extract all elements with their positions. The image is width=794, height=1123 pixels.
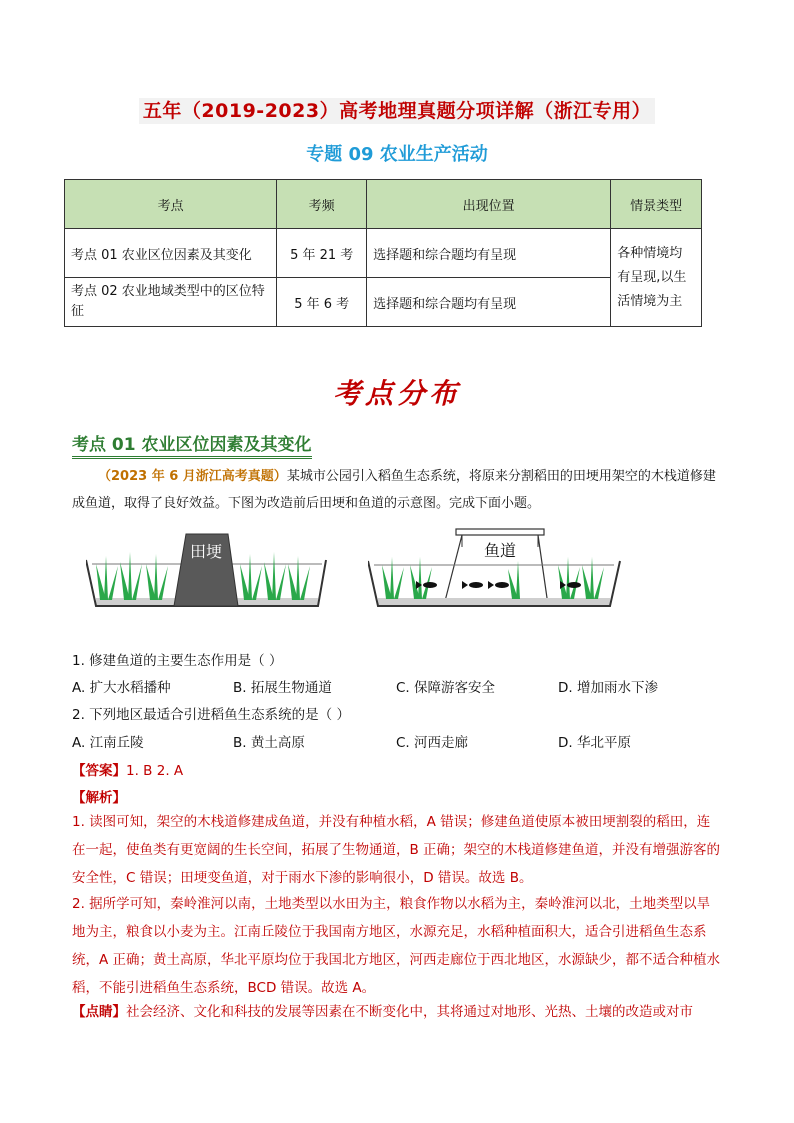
header-cell: 情景类型 <box>611 180 702 229</box>
table-cell: 5 年 6 考 <box>277 278 367 327</box>
sub-title: 专题 09 农业生产活动 <box>306 144 488 165</box>
q2-option-b[interactable]: B. 黄土高原 <box>233 735 305 751</box>
analysis-paragraph-1: 1. 读图可知，架空的木栈道修建成鱼道，并没有种植水稻，A 错误；修建鱼道使原本被田埂割裂的稻田，连在一起，使鱼类有更宽阔的生长空间，拓展了生物通道，B 正确；架空的木栈道修建鱼道，并没有增强游客的安全性，C 错误；田埂变鱼道，对于雨水下渗的影响很小，D 错误。故选 B。 <box>72 814 721 886</box>
analysis-paragraph-2: 2. 据所学可知，秦岭淮河以南，土地类型以水田为主，粮食作物以水稻为主，秦岭淮河以北，土地类型以旱地为主，粮食以小麦为主。江南丘陵位于我国南方地区，水源充足，水稻种植面积大，适合引进稻鱼生态系统，A 正确；黄土高原，华北平原均位于我国北方地区，河西走廊位于西北地区，水源缺少，都不适合种植水稻，不能引进稻鱼生态系统，BCD 错误。故选 A。 <box>72 896 721 996</box>
dianjing-line <box>72 998 722 1026</box>
diagram-label-yudao: 鱼道 <box>483 541 517 560</box>
main-title: 五年（2019-2023）高考地理真题分项详解（浙江专用） <box>0 96 794 123</box>
table-row <box>65 278 702 327</box>
header-cell: 考频 <box>277 180 367 229</box>
q1-option-d[interactable]: D. 增加雨水下渗 <box>558 680 658 696</box>
header-cell: 考点 <box>65 180 277 229</box>
question-source: （2023 年 6 月浙江高考真题） <box>98 469 287 484</box>
summary-table <box>64 179 702 327</box>
question-intro <box>72 463 722 517</box>
q1-option-c[interactable]: C. 保障游客安全 <box>396 680 496 696</box>
table-cell: 考点 01 农业区位因素及其变化 <box>65 229 277 278</box>
question-2-stem: 2. 下列地区最适合引进稻鱼生态系统的是（ ） <box>72 707 350 723</box>
question-text: 某城市公园引入稻鱼生态系统，将原来分割稻田的田埂用架空的木栈道修建成鱼道，取得了良好效益。下图为改造前后田埂和鱼道的示意图。完成下面小题。 <box>72 469 716 511</box>
q2-option-c[interactable]: C. 河西走廊 <box>396 735 469 751</box>
answer-tag: 【答案】 <box>72 763 126 779</box>
table-cell: 考点 02 农业地域类型中的区位特征 <box>65 278 277 327</box>
table-cell: 选择题和综合题均有呈现 <box>367 229 611 278</box>
analysis-tag: 【解析】 <box>72 790 126 806</box>
header-cell: 出现位置 <box>367 180 611 229</box>
table-cell: 选择题和综合题均有呈现 <box>367 278 611 327</box>
q2-option-d[interactable]: D. 华北平原 <box>558 735 631 751</box>
dianjing-tag: 【点睛】 <box>72 1004 126 1020</box>
diagram-after <box>368 527 624 612</box>
diagram-label-tiangeng: 田埂 <box>189 542 223 561</box>
question-1-stem: 1. 修建鱼道的主要生态作用是（ ） <box>72 653 283 669</box>
table-row <box>65 229 702 278</box>
q2-option-a[interactable]: A. 江南丘陵 <box>72 735 144 751</box>
dianjing-text: 社会经济、文化和科技的发展等因素在不断变化中，其将通过对地形、光热、土壤的改造或对市 <box>126 1004 693 1020</box>
merged-cell: 各种情境均有呈现,以生活情境为主 <box>611 229 702 327</box>
table-cell: 5 年 21 考 <box>277 229 367 278</box>
q1-option-b[interactable]: B. 拓展生物通道 <box>233 680 332 696</box>
answer-line <box>72 759 183 779</box>
q1-option-a[interactable]: A. 扩大水稻播种 <box>72 680 171 696</box>
kaodian-title: 考点 01 农业区位因素及其变化 <box>72 430 312 459</box>
diagram-before <box>86 528 336 612</box>
section-banner: 考点分布 <box>332 377 461 410</box>
answer-text: 1. B 2. A <box>126 763 184 779</box>
table-header-row <box>65 180 702 229</box>
